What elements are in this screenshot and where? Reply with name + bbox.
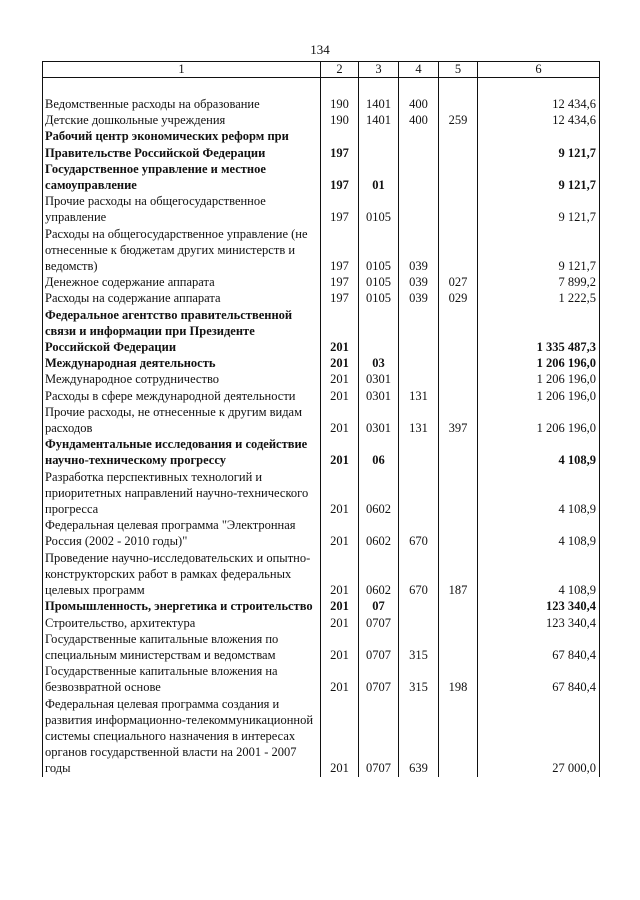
table-row xyxy=(43,517,600,549)
section-cell: 0105 xyxy=(359,290,399,306)
table-row xyxy=(43,696,600,777)
code-cell: 201 xyxy=(321,371,359,387)
code-cell: 190 xyxy=(321,112,359,128)
spacer-row xyxy=(43,78,600,97)
expense-cell xyxy=(439,696,478,777)
amount-cell: 1 206 196,0 xyxy=(478,355,600,371)
article-cell: 131 xyxy=(399,388,439,404)
article-cell xyxy=(399,128,439,160)
code-cell: 197 xyxy=(321,274,359,290)
table-row xyxy=(43,550,600,599)
amount-cell: 27 000,0 xyxy=(478,696,600,777)
amount-cell: 9 121,7 xyxy=(478,161,600,193)
code-cell: 197 xyxy=(321,128,359,160)
expense-cell xyxy=(439,436,478,468)
section-cell: 0602 xyxy=(359,469,399,518)
name-cell: Прочие расходы на общегосударственное управление xyxy=(43,193,321,225)
expense-cell xyxy=(439,517,478,549)
name-cell: Ведомственные расходы на образование xyxy=(43,96,321,112)
section-cell: 1401 xyxy=(359,96,399,112)
expense-cell xyxy=(439,371,478,387)
section-cell: 0301 xyxy=(359,388,399,404)
amount-cell: 1 335 487,3 xyxy=(478,307,600,356)
amount-cell: 7 899,2 xyxy=(478,274,600,290)
amount-cell: 9 121,7 xyxy=(478,193,600,225)
section-cell: 0602 xyxy=(359,550,399,599)
code-cell: 201 xyxy=(321,307,359,356)
table-row xyxy=(43,631,600,663)
code-cell: 197 xyxy=(321,161,359,193)
expense-cell: 397 xyxy=(439,404,478,436)
code-cell: 201 xyxy=(321,436,359,468)
amount-cell: 4 108,9 xyxy=(478,469,600,518)
article-cell xyxy=(399,307,439,356)
table-row xyxy=(43,615,600,631)
section-cell: 0707 xyxy=(359,696,399,777)
table-row xyxy=(43,226,600,275)
code-cell: 201 xyxy=(321,615,359,631)
section-cell: 0707 xyxy=(359,631,399,663)
article-cell xyxy=(399,598,439,614)
code-cell: 197 xyxy=(321,290,359,306)
name-cell: Расходы в сфере международной деятельности xyxy=(43,388,321,404)
expense-cell xyxy=(439,96,478,112)
amount-cell: 4 108,9 xyxy=(478,436,600,468)
header-col-4: 4 xyxy=(399,62,439,78)
code-cell: 197 xyxy=(321,226,359,275)
amount-cell: 12 434,6 xyxy=(478,96,600,112)
expense-cell: 187 xyxy=(439,550,478,599)
code-cell: 201 xyxy=(321,598,359,614)
table-row xyxy=(43,663,600,695)
code-cell: 190 xyxy=(321,96,359,112)
expense-cell xyxy=(439,469,478,518)
section-cell xyxy=(359,307,399,356)
expense-cell xyxy=(439,598,478,614)
table-row xyxy=(43,388,600,404)
expense-cell xyxy=(439,161,478,193)
table-row xyxy=(43,290,600,306)
table-row xyxy=(43,193,600,225)
name-cell: Прочие расходы, не отнесенные к другим видам расходов xyxy=(43,404,321,436)
page-number: 134 xyxy=(310,42,330,57)
code-cell: 201 xyxy=(321,469,359,518)
section-cell: 0707 xyxy=(359,615,399,631)
article-cell xyxy=(399,161,439,193)
header-col-5: 5 xyxy=(439,62,478,78)
expense-cell xyxy=(439,615,478,631)
table-row xyxy=(43,161,600,193)
name-cell: Государственное управление и местное самоуправление xyxy=(43,161,321,193)
section-cell: 03 xyxy=(359,355,399,371)
article-cell: 039 xyxy=(399,274,439,290)
code-cell: 201 xyxy=(321,550,359,599)
table-row xyxy=(43,436,600,468)
amount-cell: 1 206 196,0 xyxy=(478,404,600,436)
code-cell: 201 xyxy=(321,355,359,371)
section-cell xyxy=(359,128,399,160)
amount-cell: 9 121,7 xyxy=(478,226,600,275)
section-cell: 0105 xyxy=(359,193,399,225)
code-cell: 201 xyxy=(321,388,359,404)
table-row xyxy=(43,404,600,436)
amount-cell: 123 340,4 xyxy=(478,598,600,614)
expense-cell: 259 xyxy=(439,112,478,128)
expense-cell xyxy=(439,631,478,663)
section-cell: 1401 xyxy=(359,112,399,128)
name-cell: Расходы на общегосударственное управление (не отнесенные к бюджетам других министерств и ведомств) xyxy=(43,226,321,275)
name-cell: Международная деятельность xyxy=(43,355,321,371)
expense-cell xyxy=(439,307,478,356)
name-cell: Государственные капитальные вложения по специальным министерствам и ведомствам xyxy=(43,631,321,663)
amount-cell: 9 121,7 xyxy=(478,128,600,160)
name-cell: Промышленность, энергетика и строительство xyxy=(43,598,321,614)
section-cell: 06 xyxy=(359,436,399,468)
table-header xyxy=(43,62,600,78)
code-cell: 201 xyxy=(321,696,359,777)
article-cell: 400 xyxy=(399,112,439,128)
article-cell xyxy=(399,193,439,225)
name-cell: Расходы на содержание аппарата xyxy=(43,290,321,306)
amount-cell: 67 840,4 xyxy=(478,631,600,663)
name-cell: Фундаментальные исследования и содействие научно-техническому прогрессу xyxy=(43,436,321,468)
section-cell: 0301 xyxy=(359,371,399,387)
expense-cell xyxy=(439,388,478,404)
article-cell: 400 xyxy=(399,96,439,112)
table-row xyxy=(43,469,600,518)
name-cell: Федеральное агентство правительственной связи и информации при Президенте Российской Федерации xyxy=(43,307,321,356)
article-cell xyxy=(399,355,439,371)
table-row xyxy=(43,112,600,128)
code-cell: 201 xyxy=(321,517,359,549)
name-cell: Федеральная целевая программа "Электронная Россия (2002 - 2010 годы)" xyxy=(43,517,321,549)
article-cell: 039 xyxy=(399,290,439,306)
expense-cell xyxy=(439,193,478,225)
table-row xyxy=(43,128,600,160)
section-cell: 0105 xyxy=(359,274,399,290)
article-cell: 639 xyxy=(399,696,439,777)
table-row xyxy=(43,598,600,614)
header-col-6: 6 xyxy=(478,62,600,78)
amount-cell: 67 840,4 xyxy=(478,663,600,695)
article-cell: 670 xyxy=(399,517,439,549)
name-cell: Международное сотрудничество xyxy=(43,371,321,387)
table-row xyxy=(43,371,600,387)
expense-cell: 029 xyxy=(439,290,478,306)
article-cell xyxy=(399,615,439,631)
section-cell: 0602 xyxy=(359,517,399,549)
expense-cell xyxy=(439,355,478,371)
section-cell: 0707 xyxy=(359,663,399,695)
expense-cell xyxy=(439,226,478,275)
amount-cell: 4 108,9 xyxy=(478,550,600,599)
code-cell: 201 xyxy=(321,663,359,695)
name-cell: Рабочий центр экономических реформ при Правительстве Российской Федерации xyxy=(43,128,321,160)
code-cell: 201 xyxy=(321,404,359,436)
article-cell: 039 xyxy=(399,226,439,275)
article-cell xyxy=(399,436,439,468)
table-body xyxy=(43,78,600,777)
section-cell: 07 xyxy=(359,598,399,614)
name-cell: Разработка перспективных технологий и приоритетных направлений научно-технического прогресса xyxy=(43,469,321,518)
amount-cell: 4 108,9 xyxy=(478,517,600,549)
table-row xyxy=(43,307,600,356)
article-cell: 670 xyxy=(399,550,439,599)
name-cell: Федеральная целевая программа создания и развития информационно-телекоммуникационной системы специального назначения в интересах органов государственной власти на 2001 - 2007 годы xyxy=(43,696,321,777)
name-cell: Денежное содержание аппарата xyxy=(43,274,321,290)
table-row xyxy=(43,355,600,371)
section-cell: 0105 xyxy=(359,226,399,275)
table-row xyxy=(43,274,600,290)
code-cell: 197 xyxy=(321,193,359,225)
name-cell: Строительство, архитектура xyxy=(43,615,321,631)
amount-cell: 123 340,4 xyxy=(478,615,600,631)
name-cell: Государственные капитальные вложения на безвозвратной основе xyxy=(43,663,321,695)
article-cell: 131 xyxy=(399,404,439,436)
header-col-2: 2 xyxy=(321,62,359,78)
budget-table xyxy=(42,61,600,777)
article-cell: 315 xyxy=(399,663,439,695)
table-row xyxy=(43,96,600,112)
amount-cell: 1 206 196,0 xyxy=(478,388,600,404)
amount-cell: 1 222,5 xyxy=(478,290,600,306)
expense-cell: 027 xyxy=(439,274,478,290)
expense-cell: 198 xyxy=(439,663,478,695)
section-cell: 0301 xyxy=(359,404,399,436)
name-cell: Детские дошкольные учреждения xyxy=(43,112,321,128)
article-cell xyxy=(399,469,439,518)
header-col-1: 1 xyxy=(43,62,321,78)
amount-cell: 1 206 196,0 xyxy=(478,371,600,387)
expense-cell xyxy=(439,128,478,160)
code-cell: 201 xyxy=(321,631,359,663)
name-cell: Проведение научно-исследовательских и опытно-конструкторских работ в рамках федеральных целевых программ xyxy=(43,550,321,599)
header-col-3: 3 xyxy=(359,62,399,78)
article-cell: 315 xyxy=(399,631,439,663)
section-cell: 01 xyxy=(359,161,399,193)
article-cell xyxy=(399,371,439,387)
amount-cell: 12 434,6 xyxy=(478,112,600,128)
